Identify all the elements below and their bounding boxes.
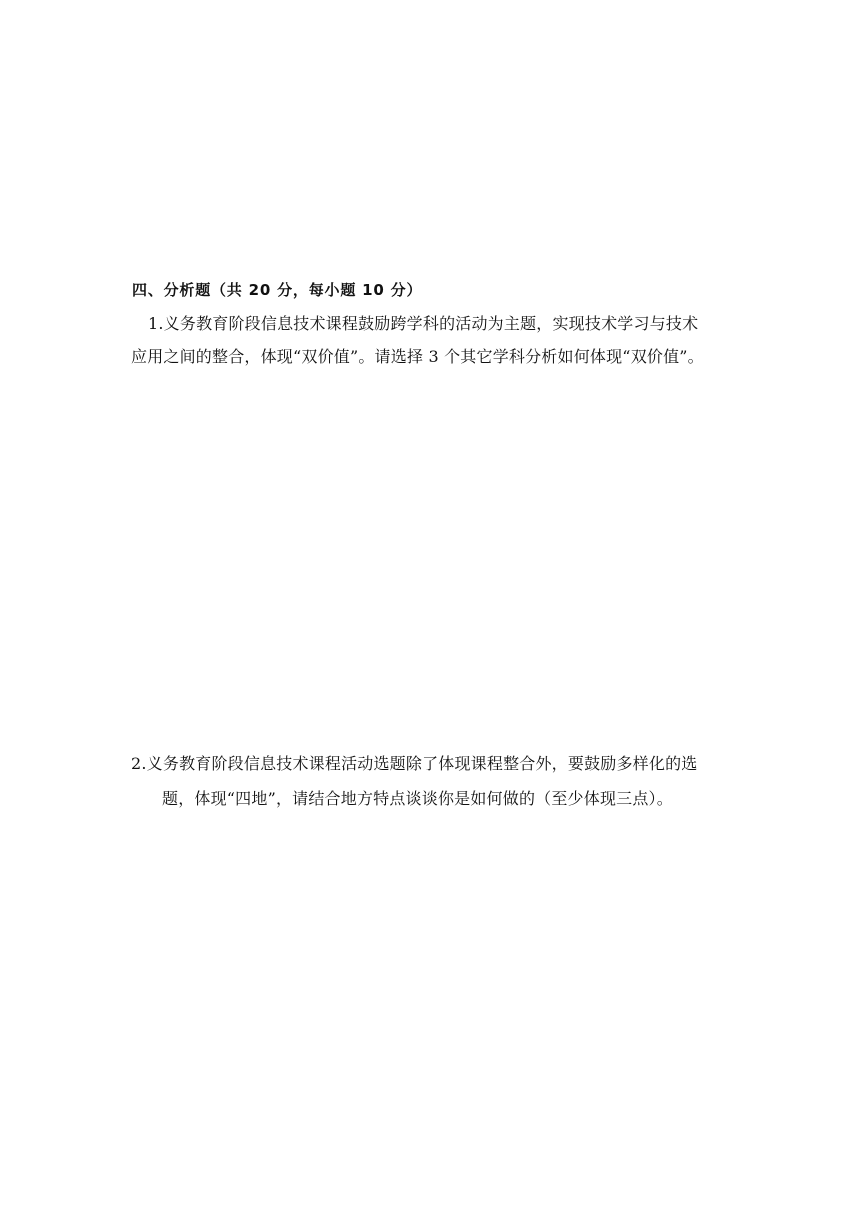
question-1-line-1: 1.义务教育阶段信息技术课程鼓励跨学科的活动为主题，实现技术学习与技术 xyxy=(148,314,699,333)
section-heading: 四、分析题（共 20 分，每小题 10 分） xyxy=(132,281,423,299)
question-1-line-2: 应用之间的整合，体现“双价值”。请选择 3 个其它学科分析如何体现“双价值”。 xyxy=(131,347,704,366)
question-2-line-2: 题，体现“四地”，请结合地方特点谈谈你是如何做的（至少体现三点）。 xyxy=(162,789,673,808)
question-2-line-1: 2.义务教育阶段信息技术课程活动选题除了体现课程整合外，要鼓励多样化的选 xyxy=(131,754,698,773)
